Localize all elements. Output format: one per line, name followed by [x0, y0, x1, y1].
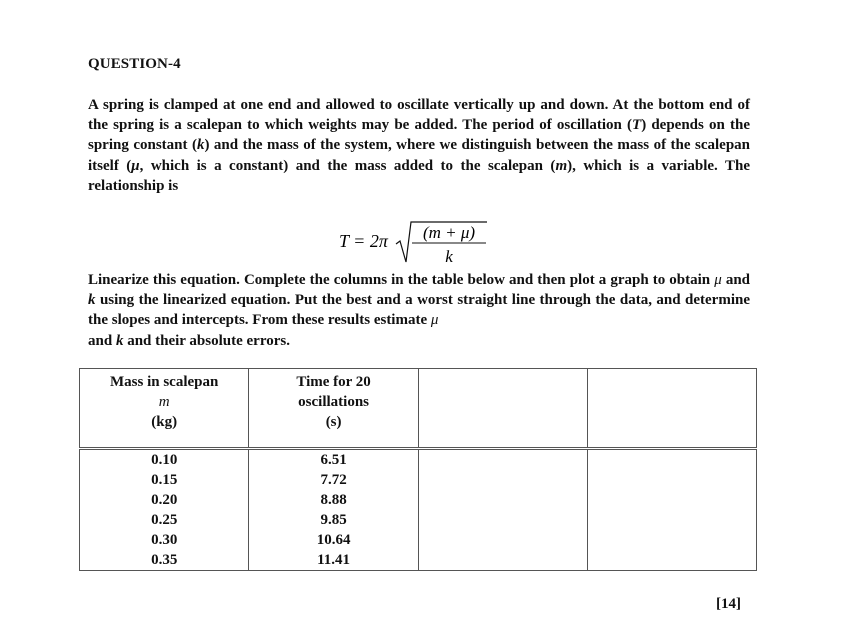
blank-cell[interactable] [587, 510, 756, 530]
mass-cell: 0.10 [80, 449, 249, 471]
blank-cell[interactable] [418, 490, 587, 510]
equation-numerator: (m + μ) [422, 223, 476, 242]
table-row [80, 510, 757, 530]
table-row [80, 490, 757, 510]
equation-denominator: k [445, 247, 453, 266]
blank-cell[interactable] [418, 530, 587, 550]
instructions: Linearize this equation. Complete the columns in the table below and then plot a graph to obtain μ and k using the linearized equation. Put the best and a worst straight line through the data, and determine the slopes and intercepts. From these results estimate μ and k and their absolute errors. [88, 272, 750, 349]
period-equation [339, 216, 499, 268]
problem-statement: A spring is clamped at one end and allowed to oscillate vertically up and down. At the bottom end of the spring is a scalepan to which weights may be added. The period of oscillation (T) depends on the spring constant (k) and the mass of the system, where we distinguish between the mass of the scalepan itself (μ, which is a constant) and the mass added to the scalepan (m), which is a variable. The relationship is [88, 97, 751, 194]
mass-cell: 0.20 [80, 490, 249, 510]
header-time: Time for 20 oscillations (s) [249, 369, 418, 449]
blank-cell[interactable] [587, 470, 756, 490]
table-row [80, 470, 757, 490]
header-mass: Mass in scalepan m (kg) [80, 369, 249, 449]
equation-lhs: T = 2π [339, 231, 388, 251]
mass-cell: 0.15 [80, 470, 249, 490]
data-table [79, 368, 757, 571]
question-title: QUESTION-4 [88, 56, 181, 72]
header-empty-3[interactable] [418, 369, 587, 449]
blank-cell[interactable] [587, 530, 756, 550]
time-cell: 6.51 [249, 449, 418, 471]
time-cell: 10.64 [249, 530, 418, 550]
table-row [80, 530, 757, 550]
table-header-row [80, 369, 757, 449]
blank-cell[interactable] [418, 510, 587, 530]
marks-label: [14] [716, 596, 741, 612]
blank-cell[interactable] [418, 550, 587, 571]
blank-cell[interactable] [587, 550, 756, 571]
header-empty-4[interactable] [587, 369, 756, 449]
time-cell: 11.41 [249, 550, 418, 571]
time-cell: 9.85 [249, 510, 418, 530]
table-row [80, 449, 757, 471]
blank-cell[interactable] [587, 490, 756, 510]
table-row [80, 550, 757, 571]
mass-cell: 0.30 [80, 530, 249, 550]
mass-cell: 0.35 [80, 550, 249, 571]
time-cell: 7.72 [249, 470, 418, 490]
blank-cell[interactable] [418, 449, 587, 471]
mass-cell: 0.25 [80, 510, 249, 530]
blank-cell[interactable] [418, 470, 587, 490]
time-cell: 8.88 [249, 490, 418, 510]
blank-cell[interactable] [587, 449, 756, 471]
